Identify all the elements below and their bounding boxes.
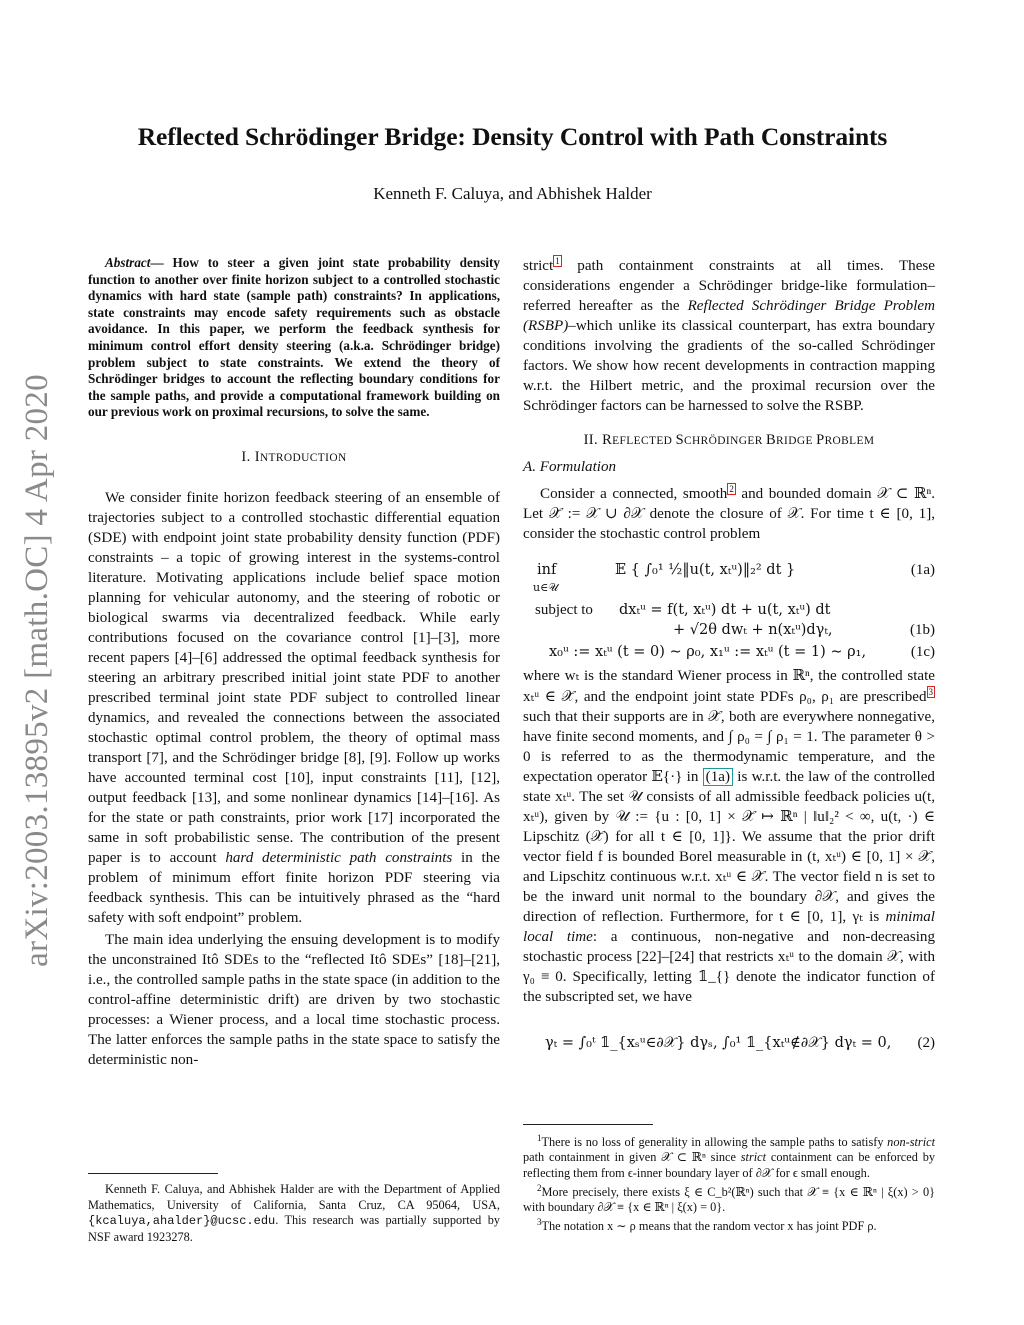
equation-ref-1a[interactable]: (1a)	[703, 768, 733, 786]
paper-authors: Kenneth F. Caluya, and Abhishek Halder	[373, 184, 652, 203]
footnote-3: $^3$The notation x ∼ ρ means that the random vector x has joint PDF ρ.	[537, 1217, 877, 1234]
equation-2: γₜ = ∫₀ᵗ 𝟙_{xₛᵘ∈∂𝒳} dγₛ, ∫₀¹ 𝟙_{xₜᵘ∉∂𝒳} dγₜ = 0, (2)	[545, 1035, 935, 1052]
abstract	[88, 255, 500, 421]
arxiv-id-text: arXiv:2003.13895v2 [math.OC] 4 Apr 2020	[18, 373, 55, 967]
footnote-rule-right	[523, 1124, 653, 1125]
right-paragraph-3: where wₜ is the standard Wiener process in ℝⁿ, the controlled state xₜᵘ ∈ 𝒳̄, and the endpoint joint state PDFs ρ₀, ρ₁ are prescribed $^3$ such that their supports are in 𝒳̄, both are everywhere nonnegative, have finite second moments, and ∫ ρ₀ = ∫ ρ₁ = 1. The parameter θ > 0 is referred to as the thermodynamic temperature, and the expectation operator 𝔼{·} in (1a) is w.r.t. the law of the controlled state xₜᵘ. The set 𝒰 consists of all admissible feedback policies u(t, xₜᵘ), given by 𝒰 := {u : [0, 1] × 𝒳̄ ↦ ℝⁿ | ‖u‖₂² < ∞, u(t, ·) ∈ Lipschitz (𝒳̄) for all t ∈ [0, 1]}. We assume that the prior drift vector field f is bounded Borel measurable in (t, xₜᵘ) ∈ [0, 1] × 𝒳̄, and Lipschitz continuous w.r.t. xₜᵘ ∈ 𝒳̄. The vector field n is set to be the inward unit normal to the boundary ∂𝒳, and gives the direction of reflection. Furthermore, for t ∈ [0, 1], γₜ is minimal local time: a continuous, non-negative and non-decreasing stochastic process [22]–[24] that restricts xₜᵘ to the domain 𝒳, with γ₀ ≡ 0. Specifically, letting 𝟙_{} denote the indicator function of the subscripted set, we have	[523, 668, 935, 1006]
right-column	[523, 255, 935, 1081]
intro-paragraph-1: We consider finite horizon feedback steering of an ensemble of trajectories subject to a controlled stochastic differential equation (SDE) with endpoint joint state probability density function (PDF) constraints – a topic of growing interest in the systems-control literature. Motivating applications include belief space motion planning for vehicular autonomy, and the steering of robotic or biological swarms via decentralized feedback. While early contributions focused on the covariance control [1]–[3], more recent papers [4]–[6] addressed the optimal feedback synthesis for steering an arbitrary prescribed initial joint state PDF to another prescribed terminal joint state PDF subject to controlled linear dynamics, and revealed the connections between the associated stochastic optimal control problem, the theory of optimal mass transport [7], and the Schrödinger bridge [8], [9]. Follow up works have accounted terminal cost [10], input constraints [11], [12], output feedback [13], and some nonlinear dynamics [14]–[16]. As for the state or path constraints, prior work [17] incorporated the same in soft probabilistic sense. The contribution of the present paper is to account hard deterministic path constraints in the problem of minimum effort finite horizon PDF steering via feedback synthesis. This can be intuitively phrased as the “hard safety with soft endpoint” problem.	[88, 489, 500, 926]
affiliation-footnote: Kenneth F. Caluya, and Abhishek Halder are with the Department of Applied Mathematics, University of California, Santa Cruz, CA 95064, USA, {kcaluya,ahalder}@ucsc.edu. This research was partially supported by NSF award 1923278.	[88, 1173, 500, 1245]
footnotes	[523, 1124, 935, 1235]
footnote-ref-3[interactable]: 3	[928, 687, 933, 698]
footnote-1: $^1$There is no loss of generality in allowing the sample paths to satisfy non-strict path containment in given 𝒳 ⊂ ℝⁿ since strict containment can be enforced by reflecting them from ϵ-inner boundary layer of ∂𝒳 for ϵ small enough.	[523, 1133, 935, 1180]
footnote-rule	[88, 1173, 218, 1174]
footnote-ref-1[interactable]: 1	[555, 256, 560, 266]
subsection-heading-formulation: A. Formulation	[523, 459, 617, 476]
footnote-2: $^2$More precisely, there exists ξ ∈ C_b²(ℝⁿ) such that 𝒳 ≡ {x ∈ ℝⁿ | ξ(x) > 0} with boundary ∂𝒳 ≡ {x ∈ ℝⁿ | ξ(x) = 0}.	[523, 1182, 935, 1214]
right-paragraph-2: Consider a connected, smooth $^2$ and bounded domain 𝒳 ⊂ ℝⁿ. Let 𝒳̄ := 𝒳 ∪ ∂𝒳 denote the closure of 𝒳. For time t ∈ [0, 1], consider the stochastic control problem	[523, 484, 936, 543]
paper-title: Reflected Schrödinger Bridge: Density Control with Path Constraints	[137, 122, 888, 151]
abstract-text: — How to steer a given joint state probability density function to another over finite horizon subject to a controlled stochastic dynamics with hard state (sample path) constraints? In applications, state constraints may encode safety requirements such as obstacle avoidance. In this paper, we perform the feedback synthesis for minimum control effort density steering (a.k.a. Schrödinger bridge) problem subject to state constraints. We extend the theory of Schrödinger bridges to account the reflecting boundary conditions for the sample paths, and provide a computational framework building on our previous work on proximal recursions, to solve the same.	[88, 255, 500, 420]
intro-paragraph-2: The main idea underlying the ensuing development is to modify the unconstrained Itô SDEs to the “reflected Itô SDEs” [18]–[21], i.e., the controlled sample paths in the state space (in addition to the control-affine deterministic drift) are driven by two stochastic processes: a Wiener process, and a local time stochastic process. The latter enforces the sample paths in the state space to satisfy the deterministic non-	[88, 931, 500, 1068]
arxiv-identifier	[14, 340, 60, 1000]
section-heading-introduction: I. INTRODUCTION	[241, 448, 347, 465]
abstract-label: Abstract	[105, 255, 151, 270]
author-email-link[interactable]: {kcaluya,ahalder}@ucsc.edu	[88, 1214, 276, 1228]
left-column	[88, 255, 500, 1070]
right-paragraph-1: strict $^1$ path containment constraints at all times. These considerations engender a Schrödinger bridge-like formulation–referred hereafter as the Reflected Schrödinger Bridge Problem (RSBP)–which unlike its classical counterpart, has extra boundary conditions involving the gradients of the so-called Schrödinger factors. We show how recent developments in contraction mapping w.r.t. the Hilbert metric, and the proximal recursion over the Schrödinger factors can be harnessed to solve the RSBP.	[523, 256, 935, 415]
section-heading-reflected-sb: II. REFLECTED SCHRÖDINGER BRIDGE PROBLEM	[583, 432, 875, 449]
footnote-ref-2[interactable]: 2	[729, 484, 734, 495]
equation-1: inf u∈𝒰 𝔼 { ∫₀¹ ½‖u(t, xₜᵘ)‖₂² dt } (1a) subject to dxₜᵘ = f(t, xₜᵘ) dt + u(t, xₜᵘ) dt + √2θ dwₜ + n(xₜᵘ)dγₜ, (1b) x₀ᵘ := xₜᵘ (t = 0) ∼ ρ₀, x₁ᵘ := xₜᵘ (t = 1) ∼ ρ₁, (1c)	[533, 562, 935, 661]
